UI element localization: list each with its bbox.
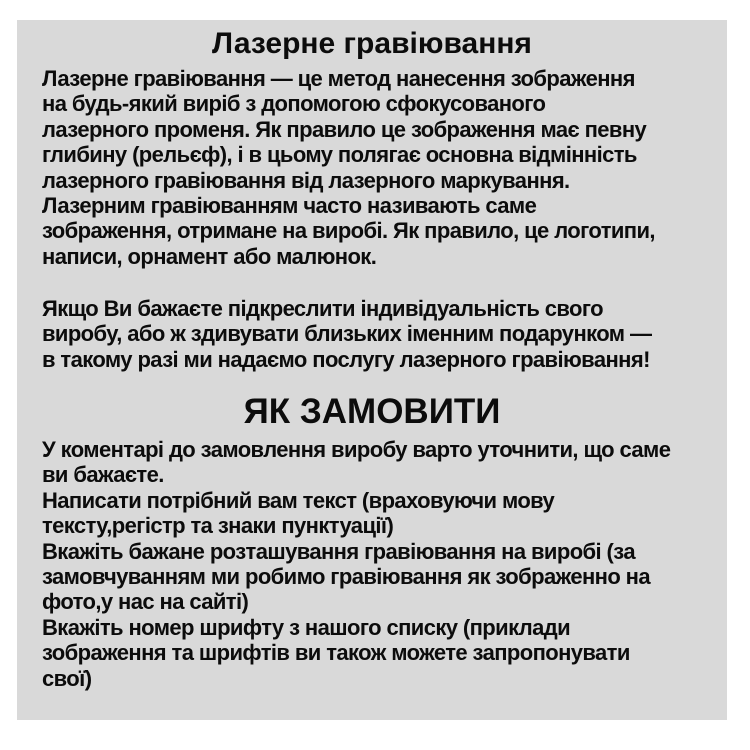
order-line: Написати потрібний вам текст (враховуючи мову xyxy=(42,487,555,513)
intro-line: зображення, отримане на виробі. Як правило, це логотипи, xyxy=(42,218,655,244)
intro-line: лазерного гравіювання від лазерного маркування. xyxy=(42,167,570,193)
intro-line: на будь-який виріб з допомогою сфокусованого xyxy=(42,91,546,117)
intro-line: Лазерним гравіюванням часто називають саме xyxy=(42,193,537,219)
order-line: тексту,регістр та знаки пунктуації) xyxy=(42,513,394,539)
order-line: свої) xyxy=(42,665,92,691)
order-line: ви бажаєте. xyxy=(42,462,164,488)
order-line: фото,у нас на сайті) xyxy=(42,589,249,615)
intro-line: Лазерне гравіювання — це метод нанесення зображення xyxy=(42,66,635,91)
order-instructions xyxy=(42,437,722,691)
intro-line: глибину (рельєф), і в цьому полягає основна відмінність xyxy=(42,142,637,168)
pitch-line: Якщо Ви бажаєте підкреслити індивідуальність свого xyxy=(42,296,603,321)
order-line: зображення та шрифтів ви також можете запропонувати xyxy=(42,640,630,666)
order-line: замовчуванням ми робимо гравіювання як зображенно на xyxy=(42,564,651,590)
order-line: Вкажіть бажане розташування гравіювання на виробі (за xyxy=(42,538,635,564)
intro-paragraph xyxy=(42,66,722,269)
pitch-line: в такому разі ми надаємо послугу лазерного гравіювання! xyxy=(42,346,650,372)
intro-line: написи, орнамент або малюнок. xyxy=(42,243,377,269)
info-panel xyxy=(17,20,727,720)
page-title: Лазерне гравіювання xyxy=(212,27,532,60)
order-line: У коментарі до замовлення виробу варто уточнити, що саме xyxy=(42,437,671,462)
pitch-line: виробу, або ж здивувати близьких іменним подарунком — xyxy=(42,321,652,347)
pitch-paragraph xyxy=(42,296,722,372)
intro-line: лазерного променя. Як правило це зображення має певну xyxy=(42,116,647,142)
order-heading: ЯК ЗАМОВИТИ xyxy=(243,392,501,431)
order-line: Вкажіть номер шрифту з нашого списку (приклади xyxy=(42,614,571,640)
